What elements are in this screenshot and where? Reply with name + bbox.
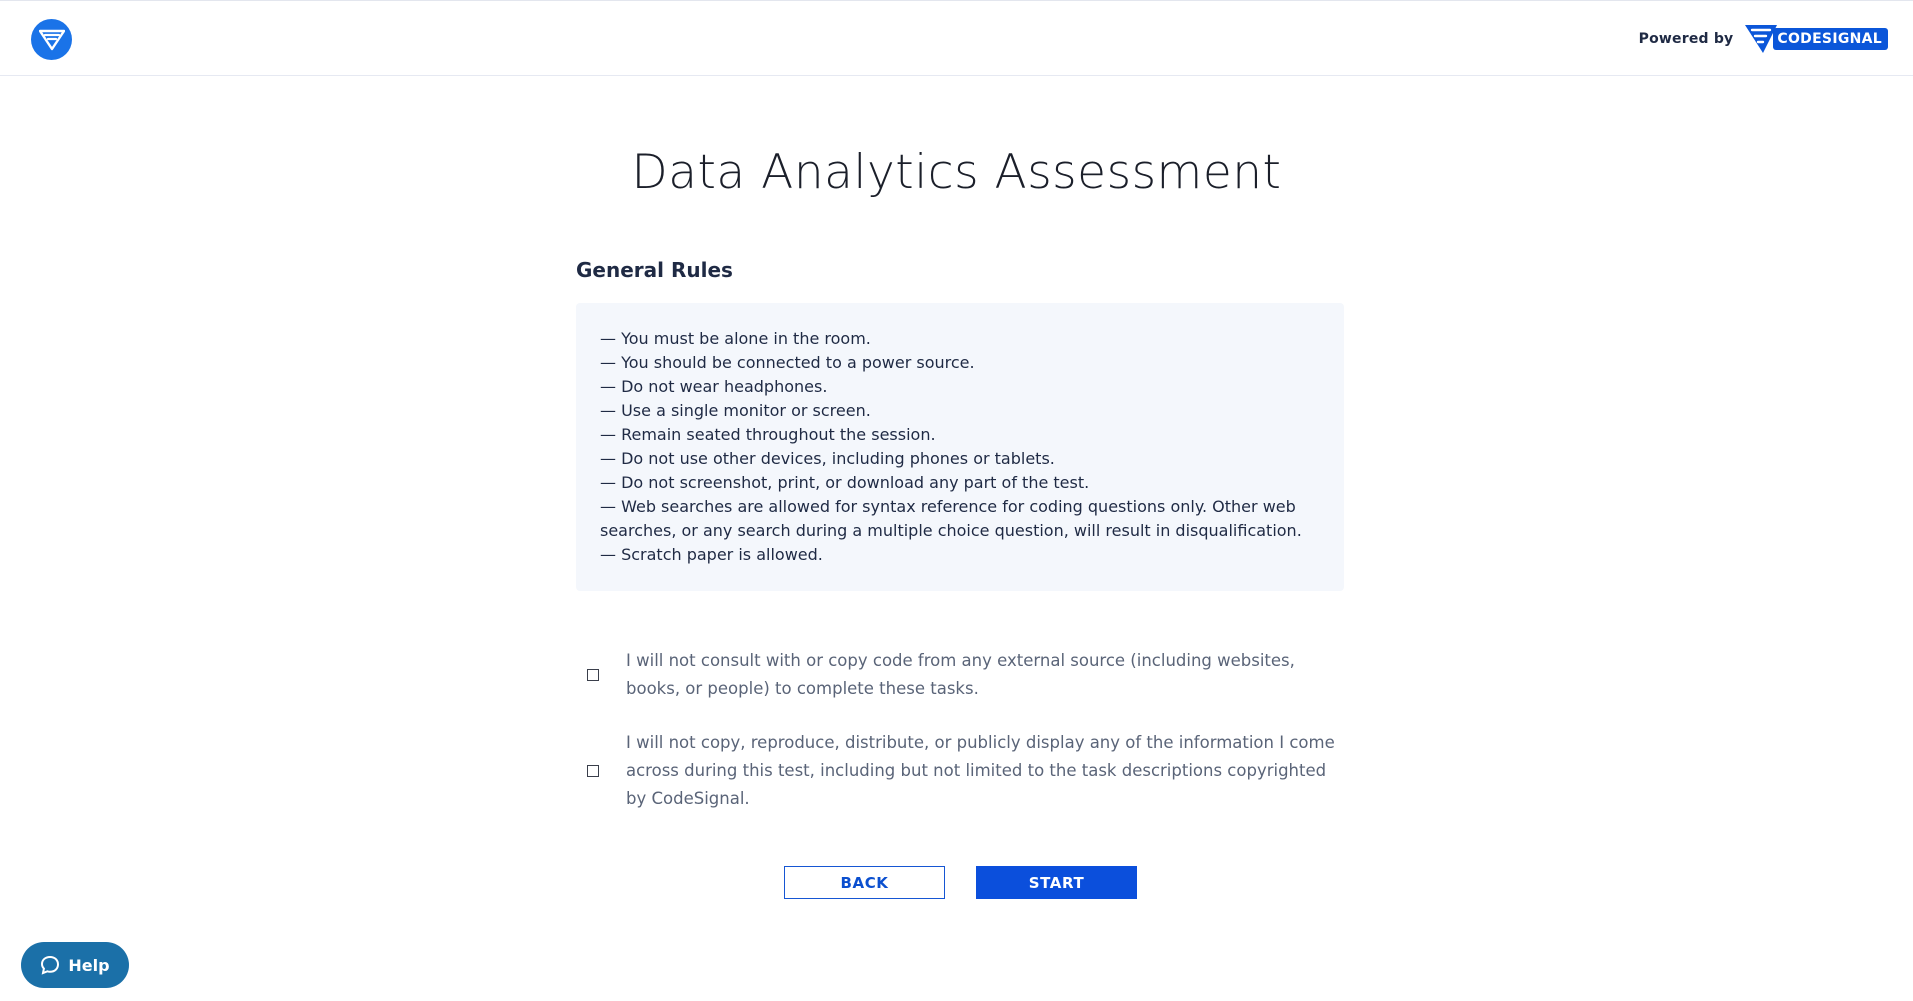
start-button[interactable]: START [976,866,1137,899]
rule-item: — You must be alone in the room. [600,329,871,348]
rule-item: — Use a single monitor or screen. [600,401,871,420]
rules-panel [576,303,1344,591]
back-button[interactable]: BACK [784,866,945,899]
codesignal-logo[interactable] [1743,22,1888,56]
rules-heading: General Rules [576,258,733,282]
company-logo-icon[interactable] [31,19,72,60]
rule-item: — Web searches are allowed for syntax reference for coding questions only. Other web searches, or any search during a multiple choice question, will result in disqualification. [600,497,1302,540]
help-button[interactable] [21,942,129,988]
chat-bubble-icon [40,955,60,975]
agreement-checkbox-2[interactable] [587,765,599,777]
powered-by [1639,21,1888,57]
help-label: Help [68,955,110,975]
agreement-no-distribution[interactable] [576,729,1344,813]
page-title: Data Analytics Assessment [631,145,1282,200]
rule-item: — Do not use other devices, including phones or tablets. [600,449,1055,468]
rule-item: — Do not screenshot, print, or download any part of the test. [600,473,1090,492]
rule-item: — You should be connected to a power source. [600,353,975,372]
rule-item: — Remain seated throughout the session. [600,425,936,444]
agreement-checkbox-1[interactable] [587,669,599,681]
agreement-text-2: I will not copy, reproduce, distribute, or publicly display any of the information I come across during this test, including but not limited to the task descriptions copyrighted by CodeSignal. [626,733,1335,808]
powered-by-label: Powered by [1638,31,1734,47]
rule-item: — Scratch paper is allowed. [600,545,823,564]
agreement-text-1: I will not consult with or copy code from any external source (including websites, books, or people) to complete these tasks. [626,651,1295,698]
top-header [0,0,1913,76]
agreement-no-external-source[interactable] [576,647,1344,703]
codesignal-wordmark: CODESIGNAL [1773,28,1888,50]
rule-item: — Do not wear headphones. [600,377,828,396]
